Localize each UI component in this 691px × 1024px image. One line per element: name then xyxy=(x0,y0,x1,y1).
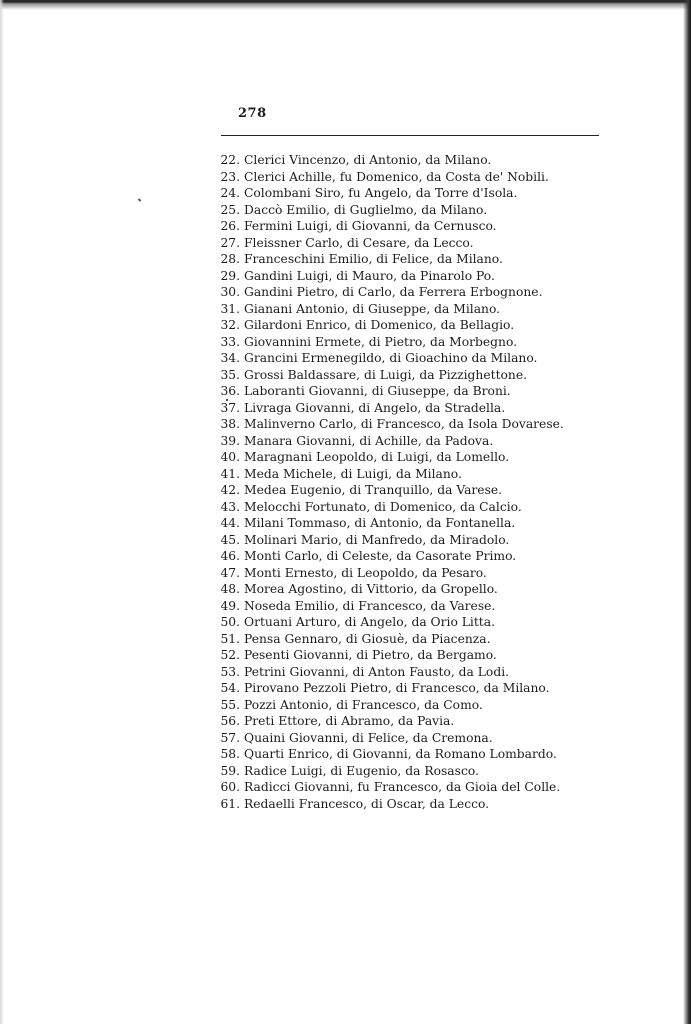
entry-text: Fleissner Carlo, di Cesare, da Lecco. xyxy=(244,235,474,250)
entry-number: 51. xyxy=(220,631,240,646)
entry-number: 57. xyxy=(220,730,240,745)
list-item xyxy=(208,169,588,186)
list-item xyxy=(208,532,588,549)
list-item xyxy=(208,730,588,747)
entry-number: 25. xyxy=(220,202,240,217)
list-item xyxy=(208,202,588,219)
list-item xyxy=(208,796,588,813)
list-item xyxy=(208,515,588,532)
list-item xyxy=(208,548,588,565)
entry-text: Manara Giovanni, di Achille, da Padova. xyxy=(244,433,494,448)
entry-text: Fermini Luigi, di Giovanni, da Cernusco. xyxy=(244,219,497,233)
entry-number: 58. xyxy=(220,747,240,761)
entry-number: 60. xyxy=(220,780,240,794)
entry-number: 34. xyxy=(220,351,240,365)
entry-text: Pozzi Antonio, di Francesco, da Como. xyxy=(244,697,483,712)
entry-text: Quaini Giovanni, di Felice, da Cremona. xyxy=(244,730,493,745)
entry-number: 55. xyxy=(220,697,240,712)
entry-number: 38. xyxy=(220,417,240,431)
entry-number: 45. xyxy=(220,532,240,547)
list-item xyxy=(208,466,588,483)
entry-text: Quarti Enrico, di Giovanni, da Romano Lombardo. xyxy=(244,747,557,761)
list-item xyxy=(208,268,588,285)
list-item xyxy=(208,763,588,780)
entry-number: 49. xyxy=(220,598,240,613)
list-item xyxy=(208,350,588,367)
list-item xyxy=(208,235,588,252)
list-item xyxy=(208,664,588,681)
list-item xyxy=(208,746,588,763)
entry-number: 27. xyxy=(220,235,240,250)
entry-text: Daccò Emilio, di Guglielmo, da Milano. xyxy=(244,202,488,217)
entry-number: 28. xyxy=(220,252,240,266)
entry-text: Pensa Gennaro, di Giosuè, da Piacenza. xyxy=(244,631,491,646)
page-number: 278 xyxy=(238,106,267,121)
scan-speck xyxy=(226,399,228,401)
list-item xyxy=(208,697,588,714)
entry-text: Morea Agostino, di Vittorio, da Gropello. xyxy=(244,582,498,596)
scan-speck xyxy=(138,198,142,201)
entry-text: Radicci Giovanni, fu Francesco, da Gioia del Colle. xyxy=(244,780,561,794)
entry-number: 22. xyxy=(220,153,240,167)
entry-number: 37. xyxy=(220,400,240,415)
entry-text: Gianani Antonio, di Giuseppe, da Milano. xyxy=(244,301,501,316)
entry-number: 52. xyxy=(220,648,240,662)
name-list xyxy=(208,152,588,812)
list-item xyxy=(208,433,588,450)
entry-text: Medea Eugenio, di Tranquillo, da Varese. xyxy=(244,483,503,497)
entry-number: 56. xyxy=(220,714,240,728)
list-item xyxy=(208,713,588,730)
list-item xyxy=(208,680,588,697)
entry-number: 50. xyxy=(220,615,240,629)
entry-text: Noseda Emilio, di Francesco, da Varese. xyxy=(244,598,496,613)
entry-text: Ortuani Arturo, di Angelo, da Orio Litta. xyxy=(244,615,495,629)
entry-text: Pirovano Pezzoli Pietro, di Francesco, da Milano. xyxy=(244,681,550,695)
list-item xyxy=(208,779,588,796)
list-item xyxy=(208,400,588,417)
list-item xyxy=(208,598,588,615)
list-item xyxy=(208,367,588,384)
entry-number: 29. xyxy=(220,268,240,283)
entry-text: Gandini Pietro, di Carlo, da Ferrera Erbognone. xyxy=(244,285,543,299)
entry-number: 42. xyxy=(220,483,240,497)
entry-number: 39. xyxy=(220,433,240,448)
list-item xyxy=(208,152,588,169)
entry-text: Gilardoni Enrico, di Domenico, da Bellagio. xyxy=(244,318,515,332)
page-right-edge xyxy=(683,0,691,1024)
entry-text: Pesenti Giovanni, di Pietro, da Bergamo. xyxy=(244,648,497,662)
entry-number: 54. xyxy=(220,681,240,695)
entry-number: 31. xyxy=(220,301,240,316)
entry-number: 36. xyxy=(220,384,240,398)
entry-number: 46. xyxy=(220,549,240,563)
entry-text: Milani Tommaso, di Antonio, da Fontanella. xyxy=(244,516,516,530)
entry-number: 41. xyxy=(220,466,240,481)
entry-number: 43. xyxy=(220,499,240,514)
entry-text: Monti Ernesto, di Leopoldo, da Pesaro. xyxy=(244,565,487,580)
entry-number: 30. xyxy=(220,285,240,299)
list-item xyxy=(208,647,588,664)
list-item xyxy=(208,317,588,334)
list-item xyxy=(208,499,588,516)
entry-number: 44. xyxy=(220,516,240,530)
entry-number: 53. xyxy=(220,664,240,679)
list-item xyxy=(208,218,588,235)
entry-number: 26. xyxy=(220,219,240,233)
entry-number: 23. xyxy=(220,169,240,184)
list-item xyxy=(208,581,588,598)
entry-text: Meda Michele, di Luigi, da Milano. xyxy=(244,466,462,481)
entry-text: Monti Carlo, di Celeste, da Casorate Primo. xyxy=(244,549,517,563)
entry-number: 48. xyxy=(220,582,240,596)
entry-number: 47. xyxy=(220,565,240,580)
entry-number: 59. xyxy=(220,763,240,778)
list-item xyxy=(208,631,588,648)
entry-number: 24. xyxy=(220,186,240,200)
entry-text: Petrini Giovanni, di Anton Fausto, da Lodi. xyxy=(244,664,510,679)
list-item xyxy=(208,251,588,268)
entry-text: Malinverno Carlo, di Francesco, da Isola Dovarese. xyxy=(244,417,564,431)
entry-text: Redaelli Francesco, di Oscar, da Lecco. xyxy=(244,796,490,811)
list-item xyxy=(208,482,588,499)
list-item xyxy=(208,301,588,318)
entry-text: Gandini Luigi, di Mauro, da Pinarolo Po. xyxy=(244,268,495,283)
entry-text: Maragnani Leopoldo, di Luigi, da Lomello. xyxy=(244,450,510,464)
list-item xyxy=(208,185,588,202)
entry-text: Laboranti Giovanni, di Giuseppe, da Broni. xyxy=(244,384,511,398)
list-item xyxy=(208,383,588,400)
entry-text: Radice Luigi, di Eugenio, da Rosasco. xyxy=(244,763,479,778)
entry-text: Clerici Vincenzo, di Antonio, da Milano. xyxy=(244,153,492,167)
entry-text: Colombani Siro, fu Angelo, da Torre d'Isola. xyxy=(244,186,518,200)
header-rule xyxy=(221,135,599,136)
list-item xyxy=(208,334,588,351)
list-item xyxy=(208,416,588,433)
entry-text: Preti Ettore, di Abramo, da Pavia. xyxy=(244,714,455,728)
entry-text: Grossi Baldassare, di Luigi, da Pizzighettone. xyxy=(244,367,528,382)
list-item xyxy=(208,449,588,466)
list-item xyxy=(208,284,588,301)
entry-text: Clerici Achille, fu Domenico, da Costa de' Nobili. xyxy=(244,169,549,184)
entry-number: 61. xyxy=(220,796,240,811)
entry-number: 40. xyxy=(220,450,240,464)
entry-text: Grancini Ermenegildo, di Gioachino da Milano. xyxy=(244,351,538,365)
entry-number: 32. xyxy=(220,318,240,332)
entry-number: 35. xyxy=(220,367,240,382)
entry-number: 33. xyxy=(220,334,240,349)
page-top-edge xyxy=(0,0,691,10)
list-item xyxy=(208,614,588,631)
entry-text: Franceschini Emilio, di Felice, da Milano. xyxy=(244,252,503,266)
page-left-edge xyxy=(0,0,4,1024)
entry-text: Giovannini Ermete, di Pietro, da Morbegno. xyxy=(244,334,518,349)
entry-text: Molinari Mario, di Manfredo, da Miradolo. xyxy=(244,532,510,547)
entry-text: Melocchi Fortunato, di Domenico, da Calcio. xyxy=(244,499,522,514)
list-item xyxy=(208,565,588,582)
entry-text: Livraga Giovanni, di Angelo, da Stradella. xyxy=(244,400,506,415)
